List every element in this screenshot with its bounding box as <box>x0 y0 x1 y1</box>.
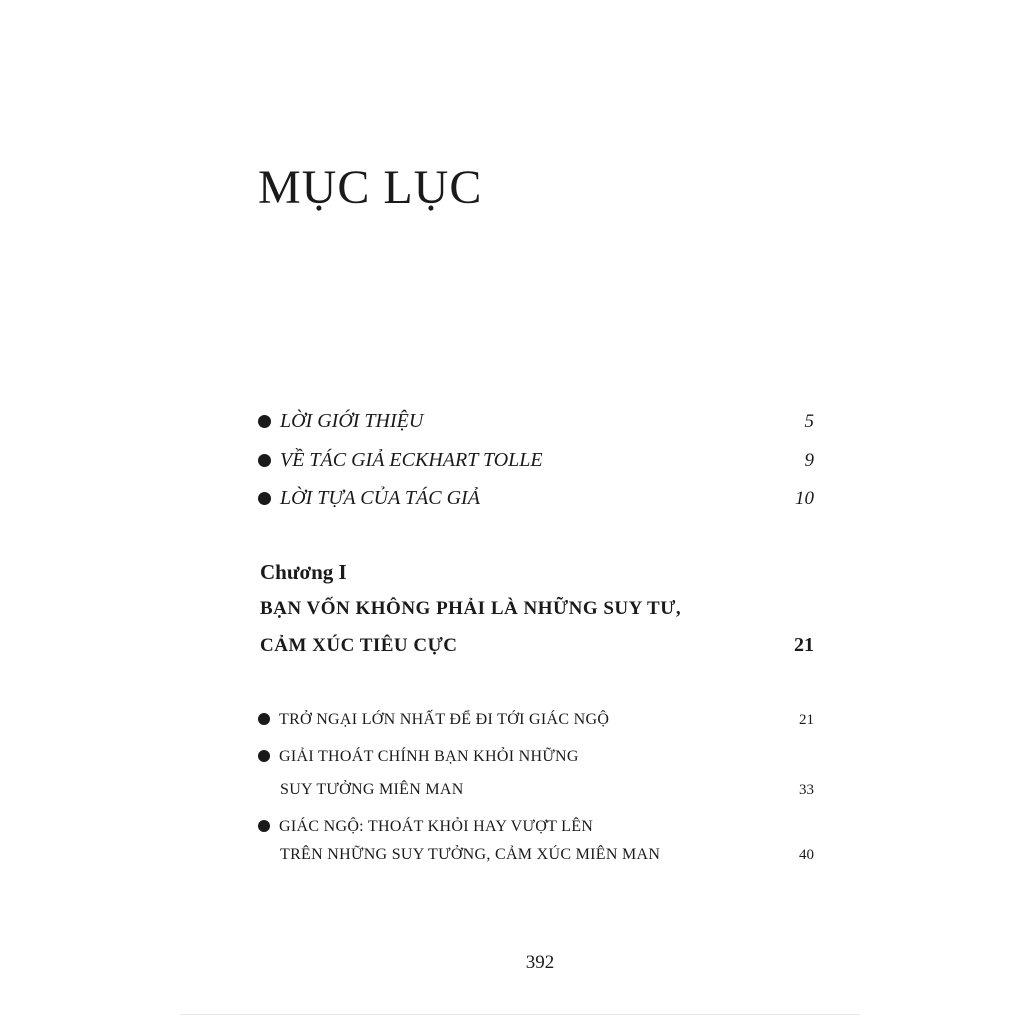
toc-entry-page: 5 <box>804 411 814 432</box>
toc-entry-section-1[interactable] <box>258 711 814 729</box>
toc-entry-label: LỜI GIỚI THIỆU <box>280 410 424 432</box>
bullet-icon <box>258 713 270 725</box>
chapter-label: Chương I <box>260 560 347 584</box>
toc-entry-label: LỜI TỰA CỦA TÁC GIẢ <box>280 487 480 509</box>
page-edge-divider <box>180 1014 860 1015</box>
toc-entry-label: GIÁC NGỘ: THOÁT KHỎI HAY VƯỢT LÊN <box>279 818 594 835</box>
page-title: MỤC LỤC <box>258 161 483 214</box>
bullet-icon <box>258 492 271 505</box>
page-number: 392 <box>525 952 555 973</box>
toc-entry-introduction[interactable] <box>258 410 814 433</box>
toc-entry-section-2[interactable] <box>258 748 814 766</box>
toc-entry-chapter-1[interactable] <box>260 634 814 657</box>
bullet-icon <box>258 820 270 832</box>
chapter-title-line: CẢM XÚC TIÊU CỰC <box>260 635 458 656</box>
bullet-icon <box>258 454 271 467</box>
toc-entry-page: 21 <box>799 712 814 728</box>
bullet-icon <box>258 415 271 428</box>
toc-entry-section-2-continued[interactable] <box>258 781 814 799</box>
toc-entry-label: SUY TƯỞNG MIÊN MAN <box>280 781 464 798</box>
toc-entry-page: 40 <box>799 847 814 863</box>
toc-entry-about-author[interactable] <box>258 449 814 472</box>
toc-entry-label: VỀ TÁC GIẢ ECKHART TOLLE <box>280 449 543 471</box>
chapter-title-line: BẠN VỐN KHÔNG PHẢI LÀ NHỮNG SUY TƯ, <box>260 598 682 619</box>
toc-entry-label: TRÊN NHỮNG SUY TƯỞNG, CẢM XÚC MIÊN MAN <box>280 846 661 863</box>
toc-entry-label: TRỞ NGẠI LỚN NHẤT ĐỂ ĐI TỚI GIÁC NGỘ <box>279 711 610 728</box>
toc-entry-section-3-continued[interactable] <box>258 846 814 864</box>
toc-entry-page: 10 <box>795 488 814 509</box>
toc-entry-page: 9 <box>804 450 814 471</box>
toc-entry-section-3[interactable] <box>258 818 814 836</box>
toc-entry-label: GIẢI THOÁT CHÍNH BẠN KHỎI NHỮNG <box>279 748 579 765</box>
toc-entry-author-preface[interactable] <box>258 487 814 510</box>
toc-entry-page: 21 <box>794 634 814 656</box>
bullet-icon <box>258 750 270 762</box>
toc-entry-page: 33 <box>799 782 814 798</box>
